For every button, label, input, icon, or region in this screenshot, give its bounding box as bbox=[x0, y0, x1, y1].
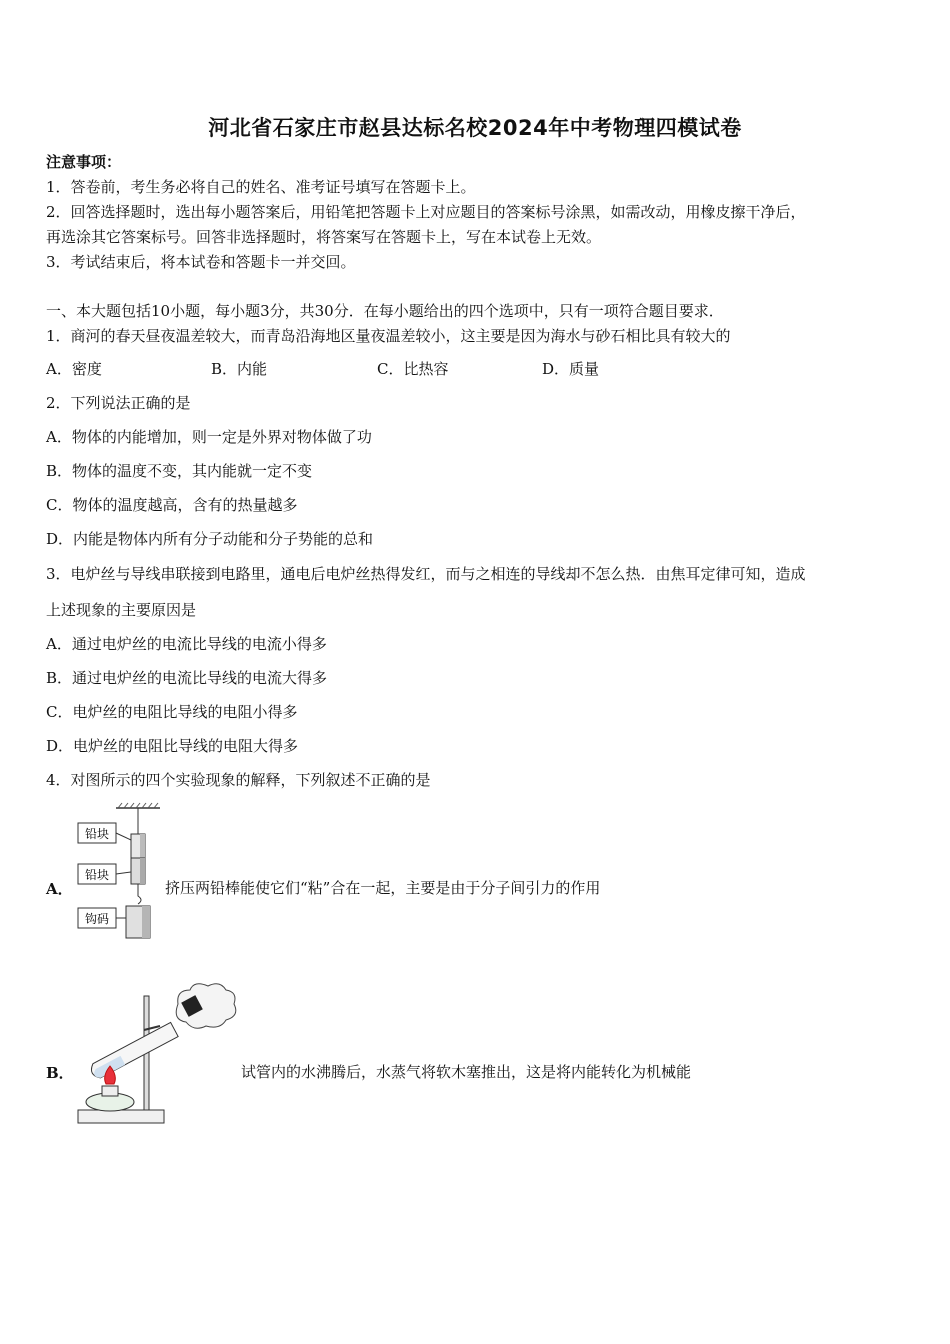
q1-stem: 1．商河的春天昼夜温差较大，而青岛沿海地区量夜温差较小，这主要是因为海水与砂石相比具有较大的 bbox=[46, 327, 731, 345]
lead-blocks-figure bbox=[74, 800, 164, 946]
q3-option-b: B．通过电炉丝的电流比导线的电流大得多 bbox=[46, 669, 328, 687]
q1-option-c: C．比热容 bbox=[377, 360, 449, 378]
notice-item-3: 3．考试结束后，将本试卷和答题卡一并交回。 bbox=[46, 253, 356, 271]
fig-label-lead-2: 铅块 bbox=[84, 868, 110, 882]
q2-option-c: C．物体的温度越高，含有的热量越多 bbox=[46, 496, 298, 514]
page-title: 河北省石家庄市赵县达标名校2024年中考物理四模试卷 bbox=[208, 116, 742, 140]
notice-item-2-cont: 再选涂其它答案标号。回答非选择题时，将答案写在答题卡上，写在本试卷上无效。 bbox=[46, 228, 602, 246]
q2-stem: 2．下列说法正确的是 bbox=[46, 394, 191, 412]
q3-option-c: C．电炉丝的电阻比导线的电阻小得多 bbox=[46, 703, 298, 721]
notice-item-1: 1．答卷前，考生务必将自己的姓名、准考证号填写在答题卡上。 bbox=[46, 178, 476, 196]
q1-option-d: D．质量 bbox=[542, 360, 600, 378]
q3-option-d: D．电炉丝的电阻比导线的电阻大得多 bbox=[46, 737, 299, 755]
q4-option-a-label: A． bbox=[46, 880, 73, 898]
q4-option-b-label: B． bbox=[46, 1064, 74, 1082]
fig-label-lead-1: 铅块 bbox=[84, 827, 110, 841]
notice-heading: 注意事项： bbox=[46, 153, 122, 171]
q4-option-a-text: 挤压两铅棒能使它们“粘”合在一起，主要是由于分子间引力的作用 bbox=[165, 879, 601, 897]
q4-option-b-text: 试管内的水沸腾后，水蒸气将软木塞推出，这是将内能转化为机械能 bbox=[241, 1063, 692, 1081]
test-tube-figure bbox=[70, 982, 242, 1130]
fig-label-weight: 钩码 bbox=[84, 912, 110, 926]
q1-option-b: B．内能 bbox=[211, 360, 268, 378]
q2-option-a: A．物体的内能增加，则一定是外界对物体做了功 bbox=[46, 428, 372, 446]
q2-option-d: D．内能是物体内所有分子动能和分子势能的总和 bbox=[46, 530, 374, 548]
q1-option-a: A．密度 bbox=[46, 360, 102, 378]
q3-option-a: A．通过电炉丝的电流比导线的电流小得多 bbox=[46, 635, 327, 653]
q2-option-b: B．物体的温度不变，其内能就一定不变 bbox=[46, 462, 313, 480]
q3-stem-line-2: 上述现象的主要原因是 bbox=[46, 601, 197, 619]
q4-stem: 4．对图所示的四个实验现象的解释，下列叙述不正确的是 bbox=[46, 771, 431, 789]
section-heading: 一、本大题包括10小题，每小题3分，共30分．在每小题给出的四个选项中，只有一项符合题目要求． bbox=[46, 302, 724, 320]
q3-stem-line-1: 3．电炉丝与导线串联接到电路里，通电后电炉丝热得发红，而与之相连的导线却不怎么热．由焦耳定律可知，造成 bbox=[46, 565, 806, 583]
notice-item-2: 2．回答选择题时，选出每小题答案后，用铅笔把答题卡上对应题目的答案标号涂黑，如需改动，用橡皮擦干净后， bbox=[46, 203, 806, 221]
